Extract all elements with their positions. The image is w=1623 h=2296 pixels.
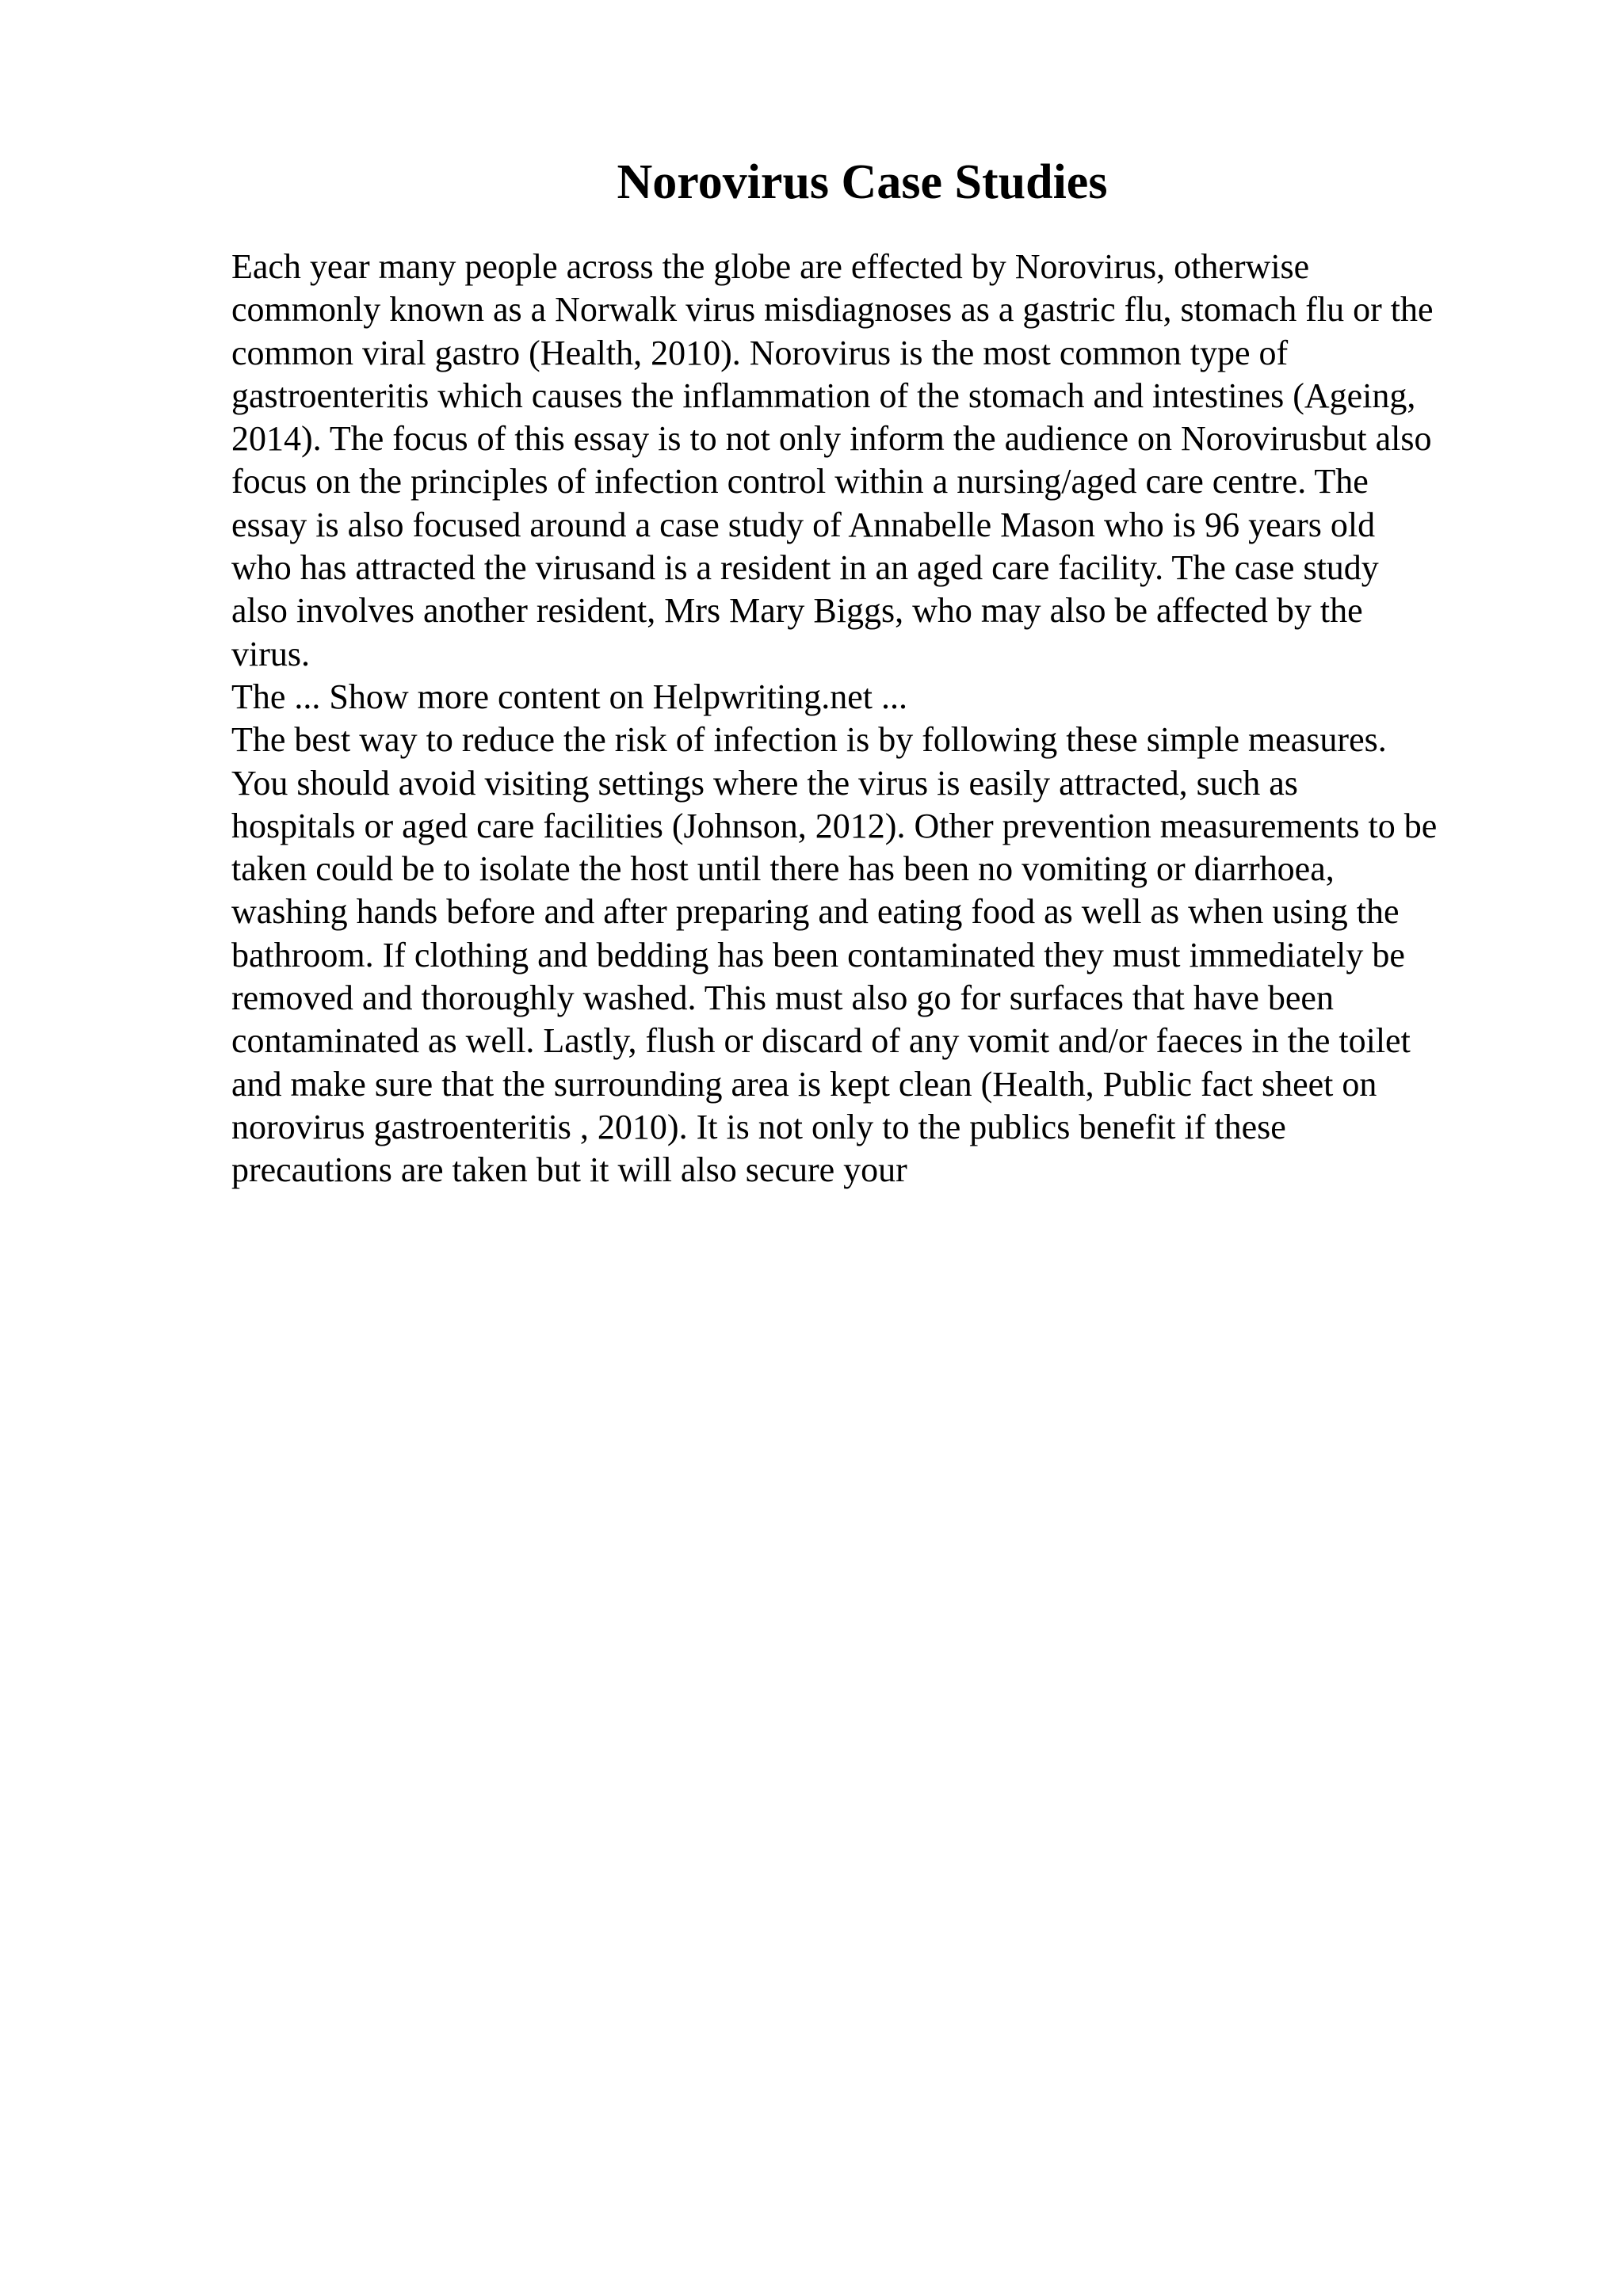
text-line: hospitals or aged care facilities (Johnson, 2012). Other prevention measurements to be [231, 806, 1438, 845]
text-line: bathroom. If clothing and bedding has been contaminated they must immediately be [231, 935, 1405, 974]
text-line: washing hands before and after preparing and eating food as well as when using the [231, 892, 1400, 932]
text-line: gastroenteritis which causes the inflammation of the stomach and intestines (Ageing, [231, 376, 1416, 415]
show-more-line: The ... Show more content on Helpwriting.net ... [231, 677, 907, 716]
text-line: focus on the principles of infection control within a nursing/aged care centre. The [231, 462, 1369, 502]
text-line: and make sure that the surrounding area is kept clean (Health, Public fact sheet on [231, 1064, 1377, 1104]
text-line: essay is also focused around a case study of Annabelle Mason who is 96 years old [231, 505, 1376, 544]
document-title: Norovirus Case Studies [617, 155, 1108, 209]
document-body [231, 246, 1579, 1192]
text-line: common viral gastro (Health, 2010). Norovirus is the most common type of [231, 333, 1289, 372]
text-line: precautions are taken but it will also secure your [231, 1150, 907, 1190]
text-line: who has attracted the virusand is a resident in an aged care facility. The case study [231, 548, 1379, 588]
text-line: The best way to reduce the risk of infection is by following these simple measures. [231, 720, 1387, 760]
text-line: contaminated as well. Lastly, flush or discard of any vomit and/or faeces in the toilet [231, 1021, 1411, 1061]
prevention-paragraph [231, 719, 1579, 1192]
text-line: taken could be to isolate the host until there has been no vomiting or diarrhoea, [231, 849, 1335, 889]
text-line: virus. [231, 634, 310, 673]
text-line: You should avoid visiting settings where the virus is easily attracted, such as [231, 763, 1298, 803]
text-line: norovirus gastroenteritis , 2010). It is not only to the publics benefit if these [231, 1107, 1286, 1146]
text-line: 2014). The focus of this essay is to not only inform the audience on Norovirusbut also [231, 419, 1432, 459]
intro-paragraph [231, 246, 1579, 676]
text-line: removed and thoroughly washed. This must also go for surfaces that have been [231, 978, 1334, 1018]
text-line: also involves another resident, Mrs Mary Biggs, who may also be affected by the [231, 591, 1363, 631]
text-line: Each year many people across the globe are effected by Norovirus, otherwise [231, 247, 1310, 286]
text-line: commonly known as a Norwalk virus misdiagnoses as a gastric flu, stomach flu or the [231, 290, 1434, 330]
